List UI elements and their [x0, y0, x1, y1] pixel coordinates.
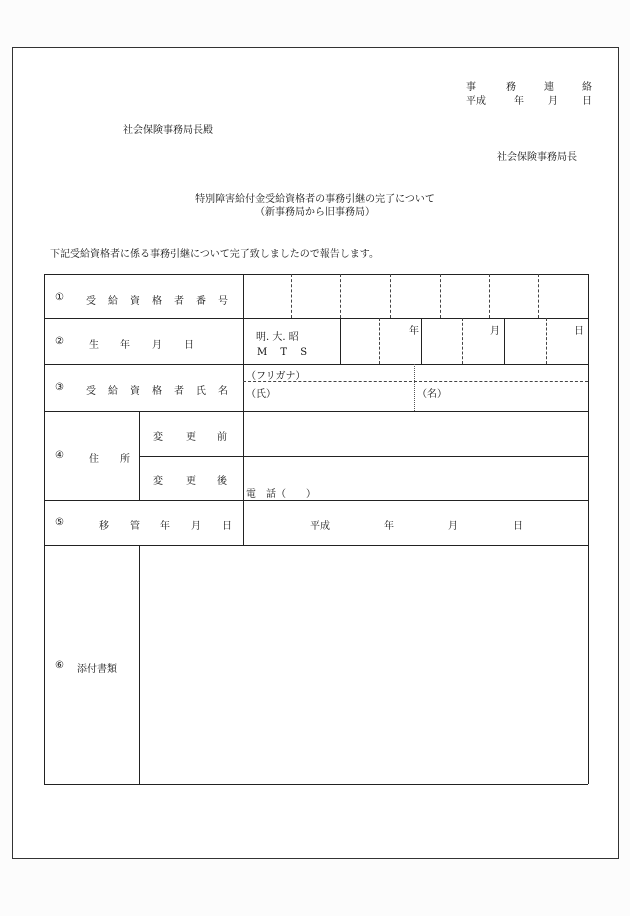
birth-month-label: 月	[490, 326, 500, 337]
notice-char: 絡	[582, 82, 592, 93]
notice-char: 連	[544, 82, 554, 93]
birth-day-label: 日	[574, 326, 584, 337]
addressee: 社会保険事務局長殿	[123, 125, 213, 136]
era-options: 明. 大. 昭	[256, 332, 299, 343]
notice-char: 務	[506, 82, 516, 93]
transfer-year-label: 年	[384, 521, 394, 532]
transfer-era: 平成	[310, 521, 330, 532]
notice-char: 事	[466, 82, 476, 93]
attachments-label: 添付書類	[77, 664, 117, 675]
document-title: 特別障害給付金受給資格者の事務引継の完了について	[195, 194, 435, 205]
row4-number: ④	[55, 450, 64, 461]
document-page	[12, 47, 619, 859]
surname-label: （氏）	[246, 389, 276, 400]
given-name-label: （名）	[417, 389, 447, 400]
row1-number: ①	[55, 292, 64, 303]
date-day: 日	[582, 96, 592, 107]
date-month: 月	[548, 96, 558, 107]
phone-label: 電 話（ ）	[246, 489, 316, 500]
document-subtitle: （新事務局から旧事務局）	[255, 207, 375, 218]
transfer-month-label: 月	[448, 521, 458, 532]
furigana-label: （フリガナ）	[246, 371, 306, 382]
date-year: 年	[514, 96, 524, 107]
sender: 社会保険事務局長	[497, 152, 577, 163]
row5-number: ⑤	[55, 517, 64, 528]
date-era: 平成	[466, 96, 486, 107]
row2-number: ②	[55, 336, 64, 347]
row3-number: ③	[55, 382, 64, 393]
era-codes: M T S	[257, 347, 308, 358]
row6-number: ⑥	[55, 660, 64, 671]
transfer-day-label: 日	[513, 521, 523, 532]
intro-text: 下記受給資格者に係る事務引継について完了致しましたので報告します。	[50, 249, 379, 260]
birth-year-label: 年	[409, 326, 419, 337]
